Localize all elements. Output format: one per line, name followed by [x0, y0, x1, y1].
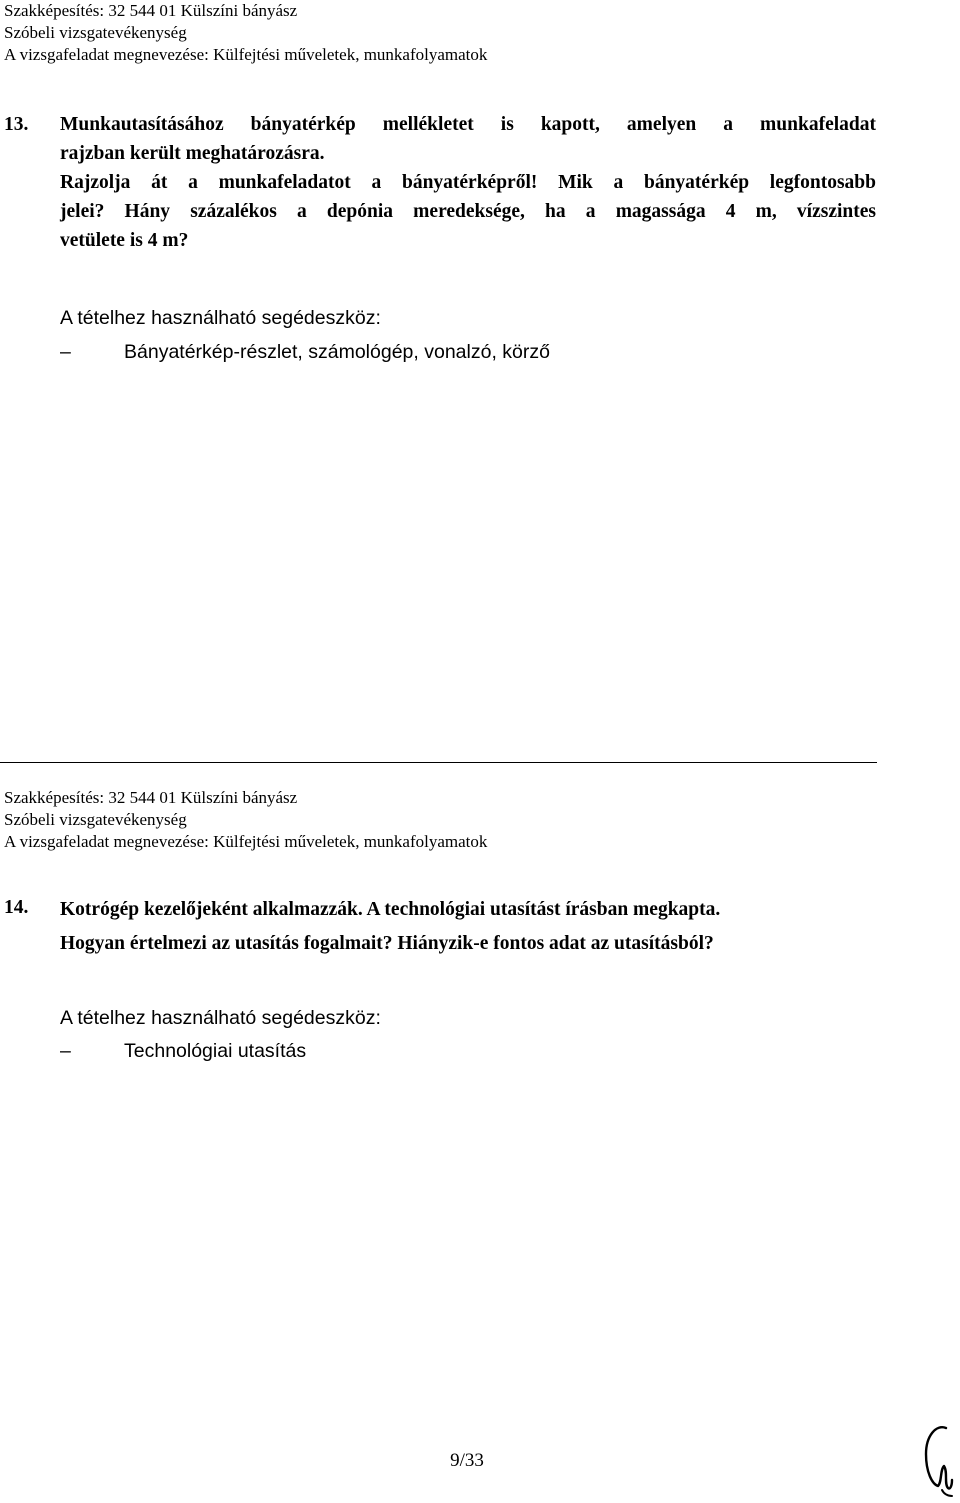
tool-item-text: Bányatérkép-részlet, számológép, vonalzó, körző — [124, 341, 550, 363]
question-text: Rajzolja át a munkafeladatot a bányatérképről! Mik a bányatérkép legfontosabb — [60, 172, 876, 193]
question-number: 13. — [4, 114, 29, 135]
question-number: 14. — [4, 897, 29, 918]
tools-label: A tételhez használható segédeszköz: — [60, 307, 381, 329]
signature-mark — [918, 1420, 954, 1500]
question-text: Hogyan értelmezi az utasítás fogalmait? Hiányzik-e fontos adat az utasításból? — [60, 933, 714, 954]
header-task-name: A vizsgafeladat megnevezése: Külfejtési műveletek, munkafolyamatok — [4, 45, 488, 64]
question-14 — [4, 893, 894, 961]
question-text: rajzban került meghatározásra. — [60, 143, 325, 164]
question-13 — [4, 110, 876, 255]
header-exam-type: Szóbeli vizsgatevékenység — [4, 23, 187, 42]
header-task-name: A vizsgafeladat megnevezése: Külfejtési műveletek, munkafolyamatok — [4, 832, 488, 851]
page-separator — [0, 762, 877, 763]
header-qualification: Szakképesítés: 32 544 01 Külszíni bányász — [4, 788, 298, 807]
dash-bullet: – — [60, 1040, 71, 1062]
tools-list-item — [60, 339, 550, 365]
header-qualification: Szakképesítés: 32 544 01 Külszíni bányász — [4, 1, 298, 20]
page-number: 9/33 — [450, 1450, 484, 1471]
tool-item-text: Technológiai utasítás — [124, 1040, 307, 1062]
question-text: Munkautasításához bányatérkép mellékletet is kapott, amelyen a munkafeladat — [60, 114, 876, 135]
question-text: vetülete is 4 m? — [60, 230, 189, 251]
question-text: Kotrógép kezelőjeként alkalmazzák. A technológiai utasítást írásban megkapta. — [60, 899, 721, 920]
dash-bullet: – — [60, 341, 71, 363]
header-exam-type: Szóbeli vizsgatevékenység — [4, 810, 187, 829]
question-text: jelei? Hány százalékos a depónia meredeksége, ha a magassága 4 m, vízszintes — [60, 201, 876, 222]
tools-label: A tételhez használható segédeszköz: — [60, 1007, 381, 1029]
tools-list-item — [60, 1038, 306, 1064]
